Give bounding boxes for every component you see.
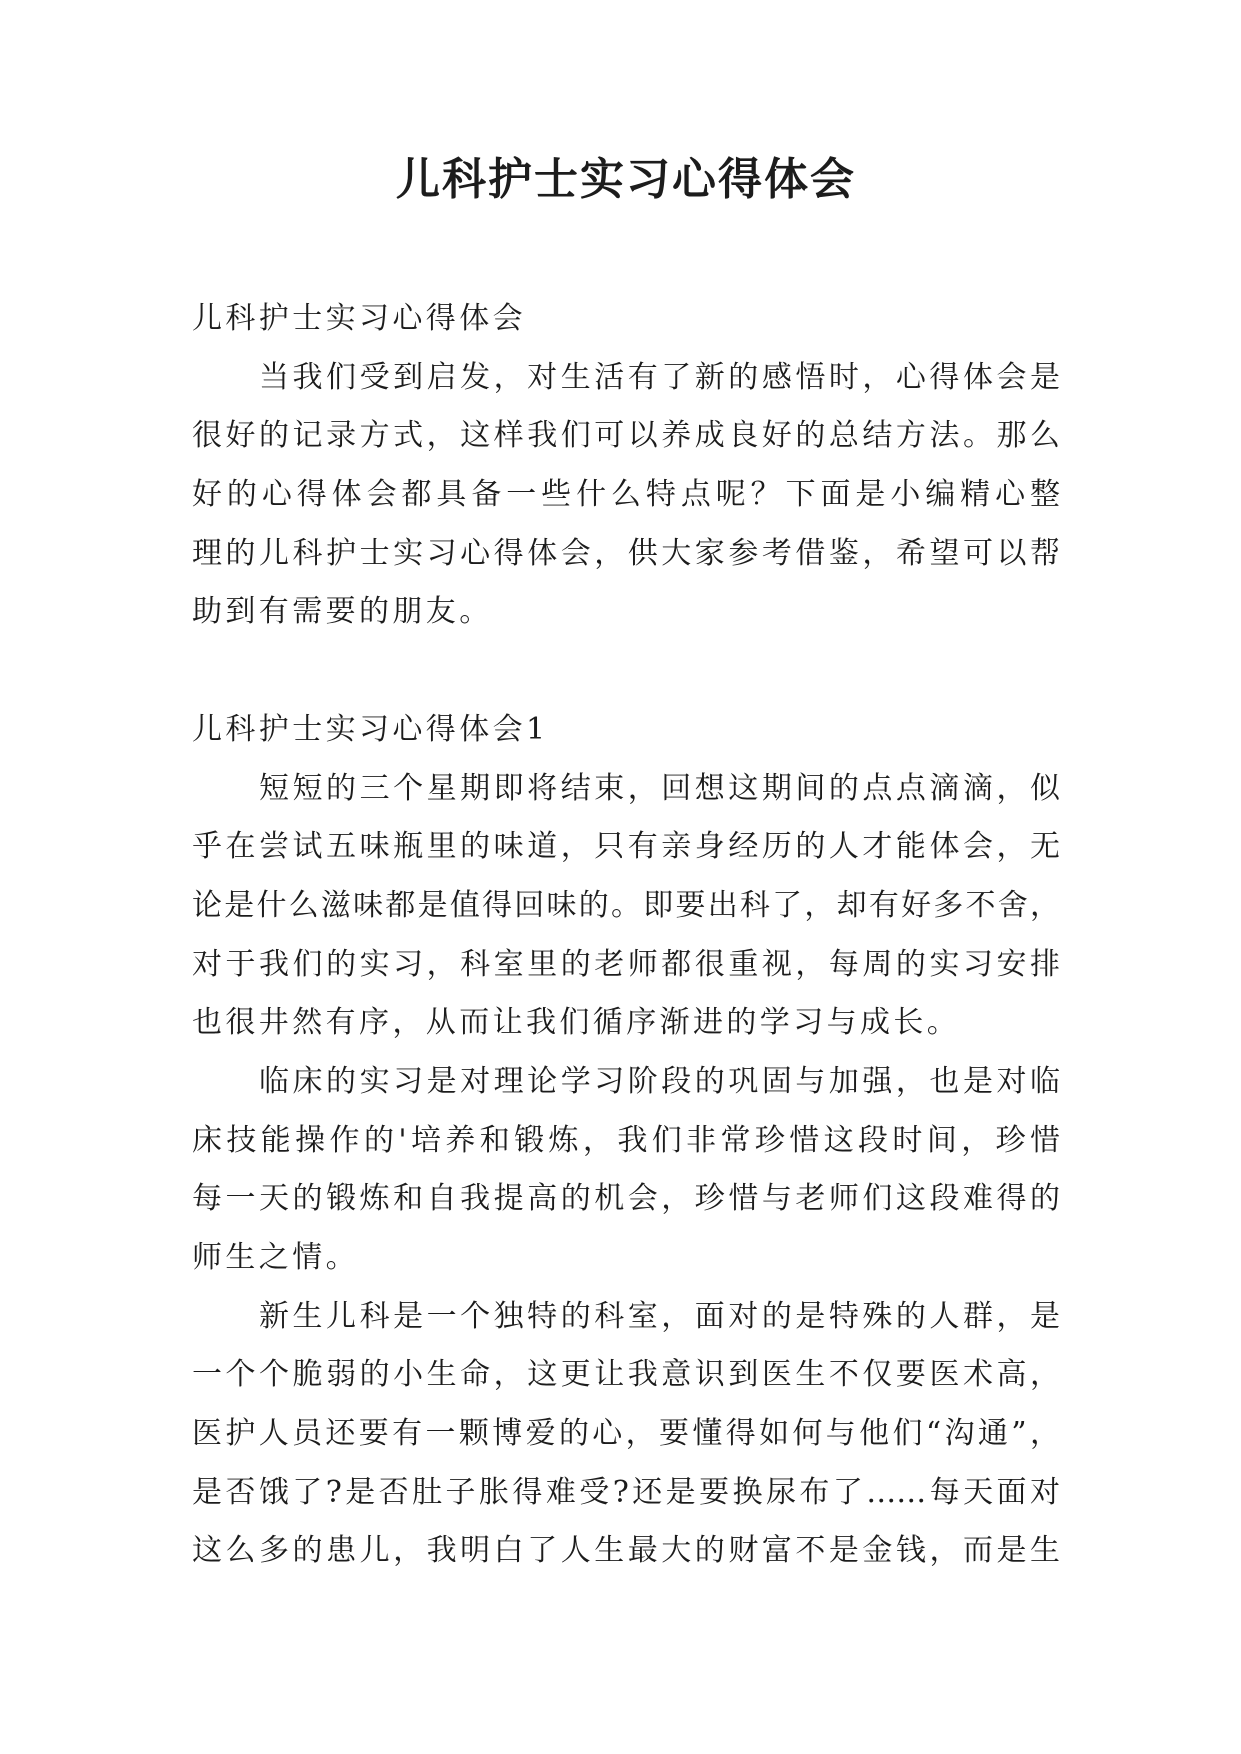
paragraph-line: 很好的记录方式，这样我们可以养成良好的总结方法。那么 bbox=[192, 418, 1060, 454]
paragraph-line: 是否饿了?是否肚子胀得难受?还是要换尿布了……每天面对 bbox=[192, 1474, 1060, 1510]
paragraph-line: 助到有需要的朋友。 bbox=[192, 594, 493, 630]
paragraph-line: 乎在尝试五味瓶里的味道，只有亲身经历的人才能体会，无 bbox=[192, 829, 1060, 865]
paragraph bbox=[192, 1053, 1060, 1288]
paragraph-line: 每一天的锻炼和自我提高的机会，珍惜与老师们这段难得的 bbox=[192, 1181, 1060, 1217]
paragraph-line: 好的心得体会都具备一些什么特点呢？下面是小编精心整 bbox=[192, 477, 1060, 513]
section bbox=[192, 290, 1060, 642]
section-heading: 儿科护士实习心得体会1 bbox=[192, 711, 549, 747]
paragraph bbox=[192, 760, 1060, 1053]
paragraph-line: 师生之情。 bbox=[192, 1240, 359, 1275]
paragraph-line: 床技能操作的'培养和锻炼，我们非常珍惜这段时间，珍惜 bbox=[192, 1122, 1060, 1158]
paragraph-line: 医护人员还要有一颗博爱的心，要懂得如何与他们“沟通”， bbox=[192, 1416, 1060, 1452]
paragraph-line: 这么多的患儿，我明白了人生最大的财富不是金钱，而是生 bbox=[192, 1533, 1060, 1569]
paragraph-line: 对于我们的实习，科室里的老师都很重视，每周的实习安排 bbox=[192, 946, 1060, 982]
paragraph-line: 当我们受到启发，对生活有了新的感悟时，心得体会是 bbox=[259, 359, 1060, 395]
paragraph-line: 短短的三个星期即将结束，回想这期间的点点滴滴，似 bbox=[259, 770, 1060, 806]
paragraph-line: 论是什么滋味都是值得回味的。即要出科了，却有好多不舍， bbox=[192, 887, 1060, 923]
section bbox=[192, 701, 1060, 1581]
paragraph-line: 临床的实习是对理论学习阶段的巩固与加强，也是对临 bbox=[259, 1063, 1060, 1099]
page-title: 儿科护士实习心得体会 bbox=[396, 154, 856, 205]
paragraph-line: 理的儿科护士实习心得体会，供大家参考借鉴，希望可以帮 bbox=[192, 535, 1060, 571]
paragraph-line: 新生儿科是一个独特的科室，面对的是特殊的人群，是 bbox=[259, 1298, 1060, 1334]
paragraph-line: 一个个脆弱的小生命，这更让我意识到医生不仅要医术高， bbox=[192, 1357, 1060, 1393]
document-body bbox=[192, 290, 1060, 1581]
paragraph bbox=[192, 349, 1060, 642]
paragraph bbox=[192, 1288, 1060, 1581]
paragraph-line: 也很井然有序，从而让我们循序渐进的学习与成长。 bbox=[192, 1005, 961, 1041]
section-heading: 儿科护士实习心得体会 bbox=[192, 301, 526, 336]
